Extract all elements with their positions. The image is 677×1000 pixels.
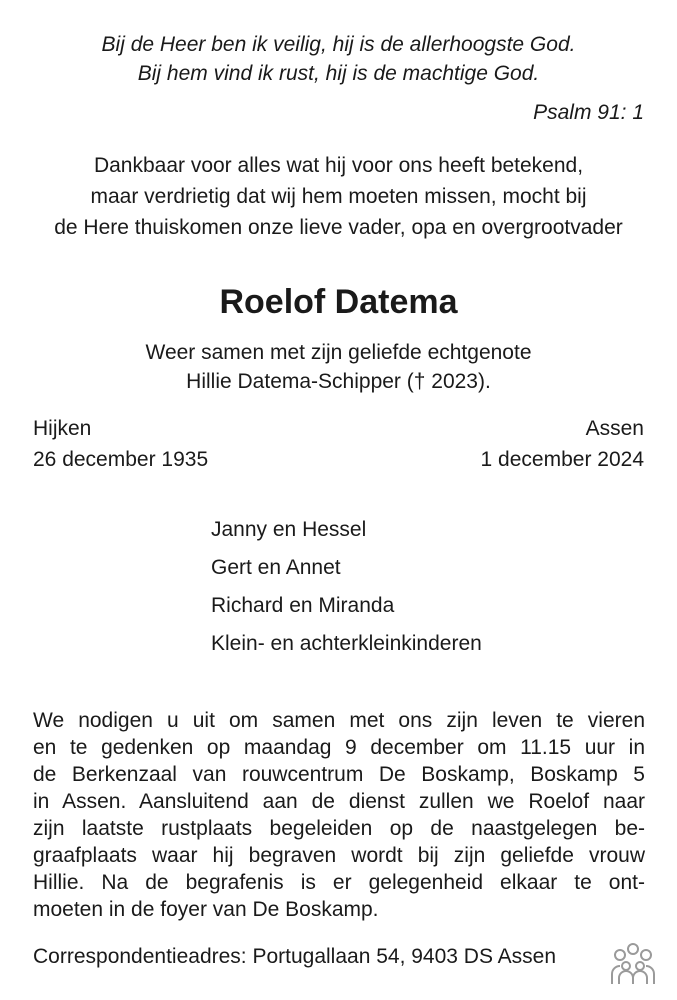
verse-line-2: Bij hem vind ik rust, hij is de machtige God. [137,62,540,85]
service-line: en te gedenken op maandag 9 december om 11.15 uur in [33,736,645,759]
birth-place: Hijken [33,417,92,440]
service-line: in Assen. Aansluitend aan de dienst zullen we Roelof naar [33,790,645,813]
death-date: 1 december 2024 [480,448,644,471]
family-member: Gert en Annet [211,556,341,579]
spouse-line-1: Weer samen met zijn geliefde echtgenote [145,341,532,364]
service-line: Hillie. Na de begrafenis is er gelegenheid elkaar te ont- [33,871,645,894]
service-line: zijn laatste rustplaats begeleiden op de naastgelegen be- [33,817,645,840]
correspondence-address: Correspondentieadres: Portugallaan 54, 9403 DS Assen [33,945,557,968]
intro-line-2: maar verdrietig dat wij hem moeten missen, mocht bij [90,185,587,208]
service-line: We nodigen u uit om samen met ons zijn leven te vieren [33,709,645,732]
verse-reference: Psalm 91: 1 [533,101,644,124]
service-paragraph [33,707,645,923]
service-line: graafplaats waar hij begraven wordt bij zijn geliefde vrouw [33,844,645,867]
family-member: Klein- en achterkleinkinderen [211,632,482,655]
family-member: Janny en Hessel [211,518,367,541]
deceased-name: Roelof Datema [219,283,458,321]
birth-date: 26 december 1935 [33,448,209,471]
verse-line-1: Bij de Heer ben ik veilig, hij is de allerhoogste God. [101,33,576,56]
intro-line-3: de Here thuiskomen onze lieve vader, opa en overgrootvader [54,216,623,239]
service-line: moeten in de foyer van De Boskamp. [33,898,379,921]
spouse-line-2: Hillie Datema-Schipper († 2023). [186,370,491,393]
service-line: de Berkenzaal van rouwcentrum De Boskamp, Boskamp 5 [33,763,645,786]
family-people-icon [609,942,657,986]
intro-line-1: Dankbaar voor alles wat hij voor ons heeft betekend, [93,154,584,177]
death-place: Assen [585,417,644,440]
family-member: Richard en Miranda [211,594,395,617]
